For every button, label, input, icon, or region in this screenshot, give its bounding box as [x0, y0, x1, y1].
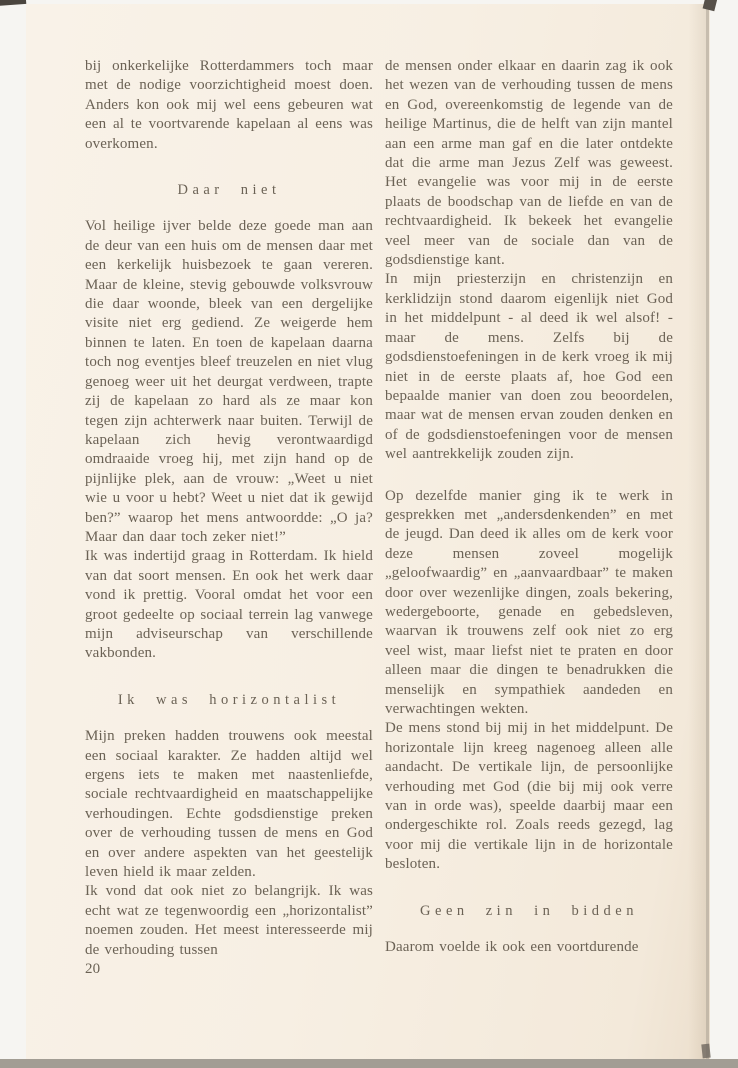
- right-text-column: [385, 57, 673, 957]
- section-heading: Daar niet: [177, 182, 281, 199]
- scan-artifact-top-left: [0, 0, 26, 6]
- paragraph: Op dezelfde manier ging ik te werk in gesprekken met „andersdenkenden” en met de jeugd. Dan deed ik alles om de kerk voor deze mensen zoveel mogelijk „geloofwaardig” en „aanvaardbaar” te maken door over wezenlijke dingen, zoals bekering, wedergeboorte, genade en gebedsleven, waarvan ik trouwens zelf ook niet zo erg veel wist, maar liefst niet te praten en door alleen maar die dingen te benadrukken die menselijk en sympathiek aandeden en verwachtingen wekten.: [385, 487, 673, 717]
- paragraph: de mensen onder elkaar en daarin zag ik ook het wezen van de verhouding tussen de mens en God, overeenkomstig de legende van de heilige Martinus, die de helft van zijn mantel aan een arme man gaf en die later ontdekte dat die arme man Jezus Zelf was geweest. Het evangelie was voor mij in de eerste plaats de boodschap van de liefde en van de rechtvaardigheid. Ik bekeek het evangelie veel meer van de sociale dan van de godsdienstige kant.: [385, 58, 673, 269]
- scanbed-bottom-strip: [0, 1059, 738, 1068]
- paragraph: Daarom voelde ik ook een voortdurende: [385, 939, 639, 956]
- section-heading: Ik was horizontalist: [117, 691, 341, 708]
- paragraph: In mijn priesterzijn en christenzijn en kerklidzijn stond daarom eigenlijk niet God in het middelpunt - al deed ik wel alsof! - maar de mens. Zelfs bij de godsdienstoefeningen in de kerk vroeg ik mij niet in de eerste plaats af, hoe God een bepaalde manier van doen zou beoordelen, maar wat de mensen ervan zouden denken en of de godsdienstoefeningen voor de mensen wel aantrekkelijk zouden zijn.: [385, 271, 673, 463]
- page-number: 20: [85, 961, 101, 978]
- paragraph: Mijn preken hadden trouwens ook meestal een sociaal karakter. Ze hadden altijd wel ergens iets te maken met naastenliefde, sociale rechtvaardigheid en maatschappelijke verhoudingen. Echte godsdienstige preken over de verhouding tussen de mens en God en over andere aspekten van het geestelijk leven hield ik maar zelden.: [85, 728, 373, 881]
- paragraph: bij onkerkelijke Rotterdammers toch maar met de nodige voorzichtigheid moest doen. Anders kon ook mij wel eens gebeuren wat een al te voortvarende kapelaan al eens was overkomen.: [85, 58, 373, 152]
- scan-artifact-bottom-right: [701, 1044, 710, 1059]
- paragraph: Vol heilige ijver belde deze goede man aan de deur van een huis om de mensen daar met een kerkelijk huisbezoek te gaan vereren. Maar de kleine, stevig gebouwde volksvrouw die daar woonde, bleek van een dergelijke visite niet erg gediend. Ze weigerde hem binnen te laten. En toen de kapelaan daarna toch nog eventjes bleef treuzelen en niet vlug genoeg weer uit het deurgat verdween, trapte zij de kapelaan zo hard als ze maar kon tegen zijn achterwerk naar buiten. Terwijl de kapelaan zich hevig verontwaardigd omdraaide vroeg hij, met zijn hand op de pijnlijke plek, aan de vrouw: „Weet u niet wie u voor u hebt? Weet u niet dat ik gewijd ben?” waarop het mens antwoordde: „O ja? Maar dan daar toch zeker niet!”: [85, 218, 373, 545]
- paragraph: De mens stond bij mij in het middelpunt. De horizontale lijn kreeg nagenoeg alleen alle aandacht. De vertikale lijn, de persoonlijke verhouding met God (die bij mij ook verre van in orde was), speelde daarbij maar een ondergeschikte rol. Zoals reeds gezegd, lag voor mij die vertikale lijn in de horizontale besloten.: [385, 720, 673, 873]
- paragraph: Ik was indertijd graag in Rotterdam. Ik hield van dat soort mensen. En ook het werk daar vond ik prettig. Vooral omdat het voor een groot gedeelte op sociaal terrein lag vanwege mijn adviseurschap van verschillende vakbonden.: [85, 548, 373, 662]
- left-text-column: [85, 57, 373, 979]
- paper-right-edge: [706, 2, 709, 1060]
- paragraph: Ik vond dat ook niet zo belangrijk. Ik was echt wat ze tegenwoordig een „horizontalist” noemen zouden. Het meest interesseerde mij de verhouding tussen: [85, 883, 373, 958]
- paper-right-shadow: [688, 4, 706, 1060]
- section-heading: Geen zin in bidden: [420, 902, 638, 919]
